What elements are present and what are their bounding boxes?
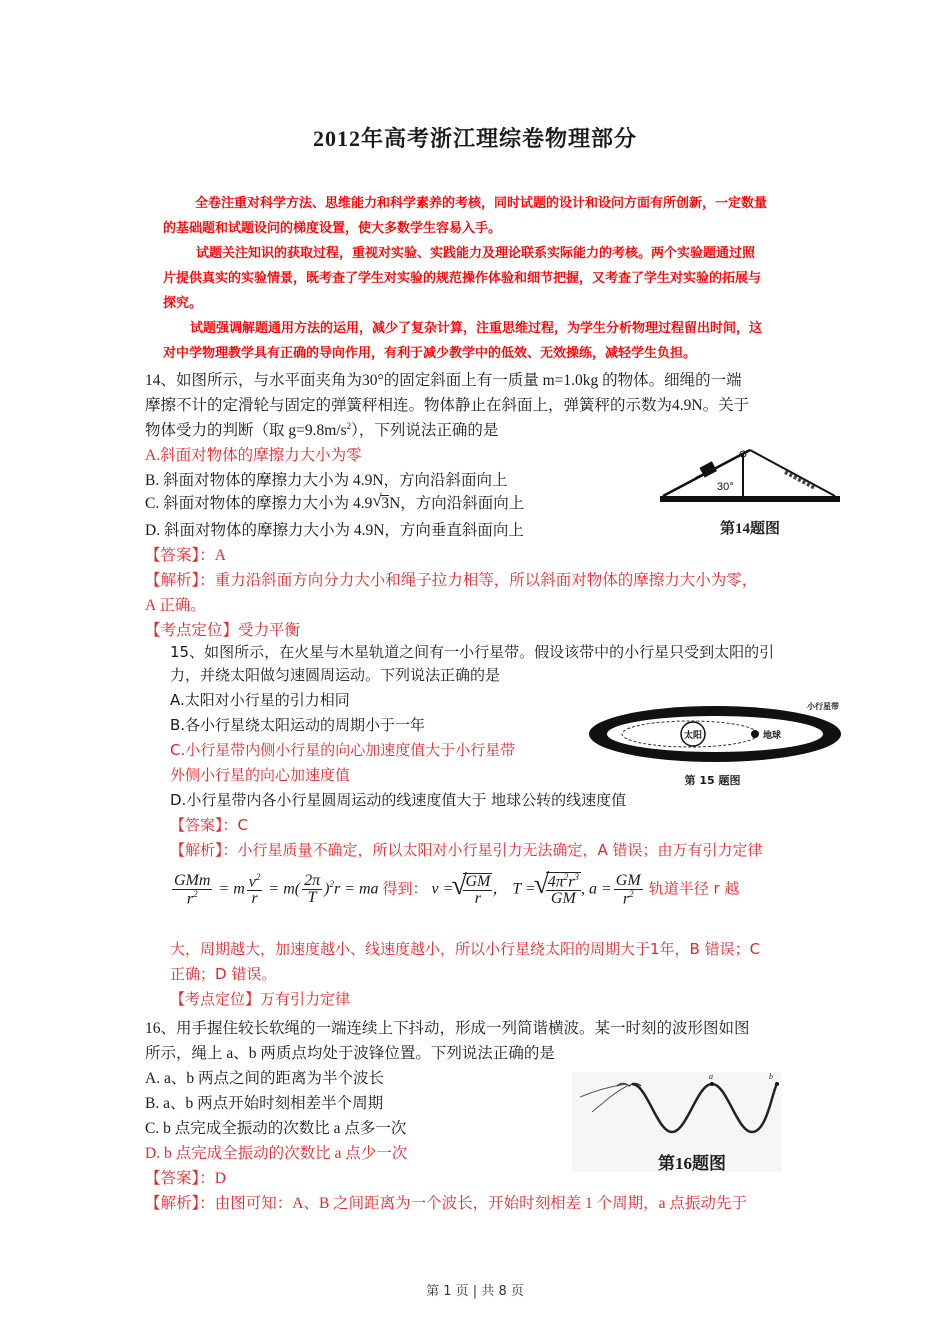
q15-figure-caption: 第 15 题图 bbox=[684, 774, 741, 787]
q14-answer: 【答案】：A bbox=[145, 547, 226, 564]
q16-figure-label-a: a bbox=[709, 1072, 713, 1081]
q14-stem-line2: 摩擦不计的定滑轮与固定的弹簧秤相连。物体静止在斜面上，弹簧秤的示数为4.9N。关于 bbox=[145, 397, 750, 414]
q14-analysis-line2: A 正确。 bbox=[145, 597, 206, 614]
q14-figure bbox=[655, 438, 845, 537]
q16-analysis-line1: 【解析】：由图可知：A、B 之间距离为一个波长，开始时刻相差 1 个周期，a 点振动先于 bbox=[145, 1195, 747, 1212]
q14-option-c: C. 斜面对物体的摩擦力大小为 4.9 √ 3N，方向沿斜面向上 bbox=[145, 491, 525, 512]
q16-option-a: A. a、b 两点之间的距离为半个波长 bbox=[145, 1070, 384, 1087]
page-footer: 第 1 页 | 共 8 页 bbox=[426, 1284, 524, 1299]
sqrt-symbol: √ bbox=[372, 491, 382, 510]
q15-figure-sun: 太阳 bbox=[684, 731, 703, 741]
intro-p2-line3: 探究。 bbox=[163, 296, 203, 311]
q14-figure-caption: 第14题图 bbox=[719, 521, 780, 537]
q16-stem-line1: 16、用手握住较长软绳的一端连续上下抖动，形成一列简谐横波。某一时刻的波形图如图 bbox=[145, 1020, 750, 1037]
transverse-wave-diagram-icon bbox=[572, 1072, 782, 1142]
q15-formula: $\frac{\text{GMm}}{r^2}$ = m $\frac{v^2}{r}$ = m( $\frac{2\pi}{T}$ )$^2$r = ma 得到： v = √ $\frac{GM}{r}$ ， T = √ $\frac{4\pi^2r^3}{GM}$ , a = $\frac{GM}{r^2}$ 轨道半径 r 越 bbox=[170, 872, 739, 907]
asteroid-belt-diagram-icon bbox=[585, 700, 860, 765]
q16-figure-caption: 第16题图 bbox=[658, 1154, 726, 1173]
q15-topic: 【考点定位】万有引力定律 bbox=[170, 990, 351, 1008]
q14-stem-line3: 物体受力的判断（取 $g=9.8m/s^2$），下列说法正确的是 bbox=[145, 420, 499, 439]
q15-formula-tail: 轨道半径 r 越 bbox=[648, 879, 740, 898]
q16-figure-label-b: b bbox=[769, 1072, 773, 1081]
q14-figure-angle: 30° bbox=[717, 481, 734, 493]
q15-figure-earth: 地球 bbox=[763, 731, 782, 741]
q15-stem-line2: 力，并绕太阳做匀速圆周运动。下列说法正确的是 bbox=[170, 666, 501, 684]
q16-option-d: D. b 点完成全振动的次数比 a 点少一次 bbox=[145, 1145, 408, 1162]
q16-option-b: B. a、b 两点开始时刻相差半个周期 bbox=[145, 1095, 384, 1112]
q15-option-c-line2: 外侧小行星的向心加速度值 bbox=[170, 766, 351, 784]
q15-formula-derive: 得到： bbox=[382, 879, 428, 898]
q16-stem-line2: 所示，绳上 a、b 两质点均处于波锋位置。下列说法正确的是 bbox=[145, 1045, 555, 1062]
incline-pulley-diagram-icon bbox=[655, 438, 845, 508]
q16-figure bbox=[572, 1072, 782, 1172]
intro-p1-line1: 全卷注重对科学方法、思维能力和科学素养的考核，同时试题的设计和设问方面有所创新，一定数量 bbox=[195, 196, 768, 211]
q15-option-d: D.小行星带内各小行星圆周运动的线速度值大于 地球公转的线速度值 bbox=[170, 791, 627, 809]
q14-analysis-line1: 【解析】：重力沿斜面方向分力大小和绳子拉力相等，所以斜面对物体的摩擦力大小为零， bbox=[145, 572, 758, 589]
q15-figure bbox=[585, 700, 860, 785]
intro-p2-line1: 试题关注知识的获取过程，重视对实验、实践能力及理论联系实际能力的考核。两个实验题通过照 bbox=[196, 246, 756, 261]
q14-topic: 【考点定位】受力平衡 bbox=[145, 622, 301, 639]
q14-option-d: D. 斜面对物体的摩擦力大小为 4.9N，方向垂直斜面向上 bbox=[145, 522, 524, 539]
q15-answer: 【答案】：C bbox=[170, 816, 248, 834]
q15-analysis-line3: 大，周期越大，加速度越小、线速度越小，所以小行星绕太阳的周期大于1年，B 错误；C bbox=[170, 940, 761, 958]
intro-p1-line2: 的基础题和试题设问的梯度设置，使大多数学生容易入手。 bbox=[163, 221, 502, 236]
intro-p3-line2: 对中学物理教学具有正确的导向作用，有利于减少教学中的低效、无效操练，减轻学生负担。 bbox=[163, 346, 697, 361]
q14-option-a: A.斜面对物体的摩擦力大小为零 bbox=[145, 447, 362, 464]
q14-stem-line1: 14、如图所示，与水平面夹角为30°的固定斜面上有一质量 m=1.0kg 的物体。细绳的一端 bbox=[145, 372, 742, 389]
q15-option-a: A.太阳对小行星的引力相同 bbox=[170, 691, 350, 709]
q15-option-b: B.各小行星绕太阳运动的周期小于一年 bbox=[170, 716, 426, 734]
page-title: 2012年高考浙江理综卷物理部分 bbox=[312, 126, 637, 151]
q14-option-b: B. 斜面对物体的摩擦力大小为 4.9N，方向沿斜面向上 bbox=[145, 472, 508, 489]
q16-option-c: C. b 点完成全振动的次数比 a 点多一次 bbox=[145, 1120, 407, 1137]
q15-figure-belt: 小行星带 bbox=[807, 702, 839, 711]
intro-p2-line2: 片提供真实的实验情景，既考查了学生对实验的规范操作体验和细节把握，又考查了学生对实验的拓展与 bbox=[163, 271, 762, 286]
q16-answer: 【答案】：D bbox=[145, 1170, 226, 1187]
q15-analysis-line1: 【解析】：小行星质量不确定，所以太阳对小行星引力无法确定，A 错误；由万有引力定律 bbox=[170, 841, 763, 859]
q15-stem-line1: 15、如图所示，在火星与木星轨道之间有一小行星带。假设该带中的小行星只受到太阳的引 bbox=[170, 643, 775, 661]
q15-analysis-line4: 正确；D 错误。 bbox=[170, 965, 277, 983]
q15-option-c-line1: C.小行星带内侧小行星的向心加速度值大于小行星带 bbox=[170, 741, 516, 759]
intro-p3-line1: 试题强调解题通用方法的运用，减少了复杂计算，注重思维过程，为学生分析物理过程留出时间，这 bbox=[190, 321, 763, 336]
